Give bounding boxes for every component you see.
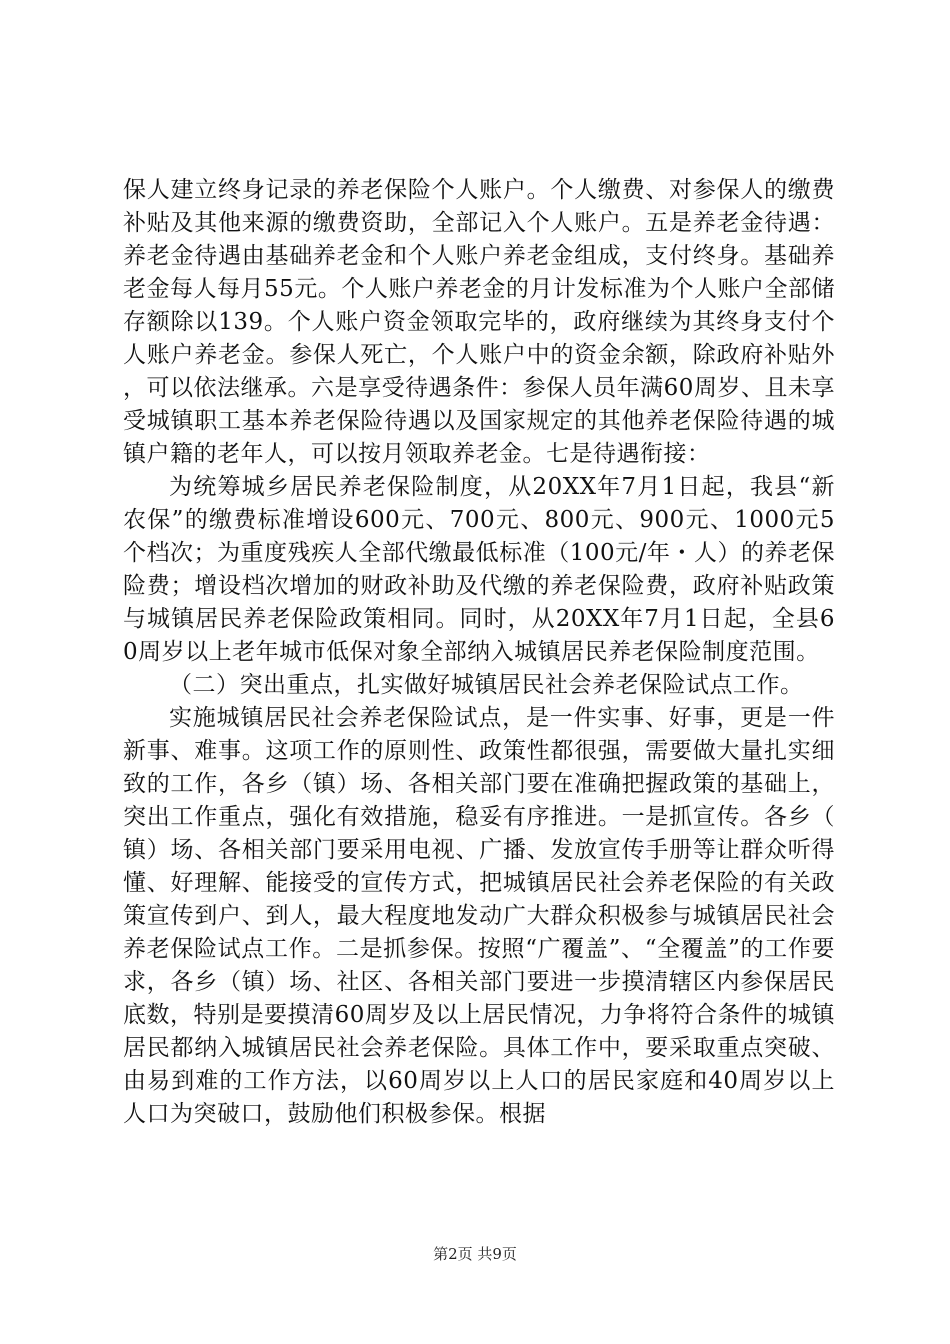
paragraph-pension-account: 保人建立终身记录的养老保险个人账户。个人缴费、对参保人的缴费补贴及其他来源的缴费资助，全部记入个人账户。五是养老金待遇：养老金待遇由基础养老金和个人账户养老金组成，支付终身。基础养老金每人每月55元。个人账户养老金的月计发标准为个人账户全部储存额除以139。个人账户资金领取完毕的，政府继续为其终身支付个人账户养老金。参保人死亡，个人账户中的资金余额，除政府补贴外，可以依法继承。六是享受待遇条件：参保人员年满60周岁、且未享受城镇职工基本养老保险待遇以及国家规定的其他养老保险待遇的城镇户籍的老年人，可以按月领取养老金。七是待遇衔接： [123, 177, 835, 467]
paragraph-urban-rural-integration: 为统筹城乡居民养老保险制度，从20XX年7月1日起，我县“新农保”的缴费标准增设600元、700元、800元、900元、1000元5个档次；为重度残疾人全部代缴最低标准（100元/年・人）的养老保险费；增设档次增加的财政补助及代缴的养老保险费，政府补贴政策与城镇居民养老保险政策相同。同时，从20XX年7月1日起，全县60周岁以上老年城市低保对象全部纳入城镇居民养老保险制度范围。 [123, 474, 835, 665]
page-number-footer: 第2页 共9页 [433, 1245, 517, 1263]
section-heading-pilot-work: （二）突出重点，扎实做好城镇居民社会养老保险试点工作。 [169, 672, 804, 698]
paragraph-pilot-implementation: 实施城镇居民社会养老保险试点，是一件实事、好事，更是一件新事、难事。这项工作的原则性、政策性都很强，需要做大量扎实细致的工作，各乡（镇）场、各相关部门要在准确把握政策的基础上，突出工作重点，强化有效措施，稳妥有序推进。一是抓宣传。各乡（镇）场、各相关部门要采用电视、广播、发放宣传手册等让群众听得懂、好理解、能接受的宣传方式，把城镇居民社会养老保险的有关政策宣传到户、到人，最大程度地发动广大群众积极参与城镇居民社会养老保险试点工作。二是抓参保。按照“广覆盖”、“全覆盖”的工作要求，各乡（镇）场、社区、各相关部门要进一步摸清辖区内参保居民底数，特别是要摸清60周岁及以上居民情况，力争将符合条件的城镇居民都纳入城镇居民社会养老保险。具体工作中，要采取重点突破、由易到难的工作方法，以60周岁以上人口的居民家庭和40周岁以上人口为突破口，鼓励他们积极参保。根据 [123, 705, 835, 1127]
document-body [123, 174, 835, 1131]
